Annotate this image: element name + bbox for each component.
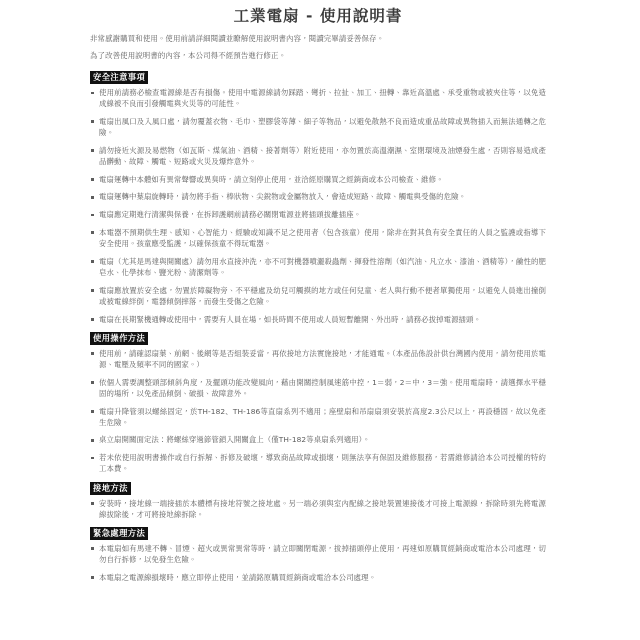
list-item: 若未依使用說明書操作或自行拆解、拆修及破壞，導致商品故障或損壞，則無法享有保固及維修服務，若需維修請洽本公司授權的特約工本費。	[90, 452, 546, 474]
section-safety-precautions	[90, 64, 546, 325]
section-grounding-method	[90, 475, 546, 520]
list-item: 使用前請務必檢查電源線是否有損傷。使用中電源線請勿踩踏、彎折、拉扯、加工、扭轉、靠近高溫處、承受重物或被夾住等，以免造成線被不良而引發觸電與火災等的可能性。	[90, 87, 546, 109]
list-item: 請勿接近火源及易燃物（如瓦斯、煤氣油、酒精、接著劑等）附近使用，亦勿置於高溫潮濕、室閉環境及油煙發生處，否則容易造成產品髒動、故障、觸電、短路或火災及爆炸意外。	[90, 145, 546, 167]
list-item: 電扇應放置於安全處，勿置於障礙物旁、不平穩處及幼兒可觸摸的地方或任何兒童、老人與行動不便者單獨使用，以避免人員進出撞倒或被電線絆倒，電器傾倒摔落，而發生受傷之危險。	[90, 285, 546, 307]
section-heading-grounding-method: 接地方法	[90, 482, 131, 495]
intro-paragraph-1: 非常感謝購買和使用。使用前請詳細閱讀並瞭解使用說明書內容，閱讀完畢請妥善保存。	[90, 34, 385, 43]
document-content	[90, 6, 546, 583]
list-item: 電扇在長期緊機通轉或使用中，需要有人員在場，如長時間不使用或人員短暫離開、外出時，請務必拔掉電源插頭。	[90, 314, 546, 325]
bullet-list-grounding-method	[90, 498, 546, 520]
section-heading-safety-precautions: 安全注意事項	[90, 71, 148, 84]
bullet-list-safety-precautions	[90, 87, 546, 325]
list-item: 安裝時，接地線一端接插於本體標有接地符號之接地處。另一端必須與室內配線之接地裝置連接後才可接上電源線，拆除時須先將電源線拔除後，才可將接地線拆除。	[90, 498, 546, 520]
intro-paragraph-2: 為了改善使用說明書的內容，本公司得不經預告進行修正。	[90, 51, 287, 60]
list-item: 依個人需要調整頭部傾斜角度，及擺頭功能改變風向，藉由開關控制風速筋中控，1＝弱，2＝中，3＝強。使用電扇時，請選擇水平穩固的場所，以免產品傾倒、破損、故障意外。	[90, 377, 546, 399]
list-item: 本電扇之電源線損壞時，應立即停止使用，並請銘原購買經銷商或電洽本公司處理。	[90, 572, 546, 583]
bullet-list-operating-method	[90, 348, 546, 475]
list-item: 電扇運轉中葉扇旋轉時，請勿將手指、棒狀物、尖銳物或金屬物放入，會造成短路、故障、觸電與受傷的危險。	[90, 191, 546, 202]
bullet-list-emergency-handling	[90, 543, 546, 583]
page-title: 工業電扇 - 使用說明書	[233, 7, 403, 25]
list-item: 本電器不預期供生理、感知、心智能力、經驗或知識不足之使用者（包含孩童）使用，除非在對其負有安全責任的人員之監護或指導下安全使用。孩童應受監護，以確保孩童不得玩電器。	[90, 227, 546, 249]
list-item: 電扇升降管須以螺絲固定，於TH-182、TH-186等直扇系列不適用；座壁扇和吊扇扇須安裝於高度2.3公尺以上，再設穩固，故以免產生危險。	[90, 406, 546, 428]
list-item: 電扇運轉中本體如有異常聲響或異臭時，請立刻停止使用，並洽經原購買之經銷商或本公司檢查、維修。	[90, 174, 546, 185]
section-heading-operating-method: 使用操作方法	[90, 332, 148, 345]
section-heading-emergency-handling: 緊急處理方法	[90, 527, 148, 540]
list-item: 本電扇如有馬達不轉、冒煙、超火或異常異常等時，請立即關閉電源，拔掉插頭停止使用，再速如原購買經銷商或電洽本公司處理，切勿自行拆修，以免發生危險。	[90, 543, 546, 565]
list-item: 使用前，請確認扇葉、前網、後網等是否組裝妥當，再依接地方法實施接地，才能通電。（本產品係設計供台灣國內使用，請勿使用於電源、電壓及頻率不同的國家。）	[90, 348, 546, 370]
list-item: 電扇（尤其是馬達與開關處）請勿用水直接沖洗，亦不可對機器噴灑殺蟲劑、揮發性溶劑（如汽油、凡立水、漆油、酒精等），鹼性的肥皂水、化學抹布、鹽光粉、清潔劑等。	[90, 256, 546, 278]
list-item: 電扇應定期進行清潔與保養，在拆卸護網前請務必關閉電源並將插頭拔離插座。	[90, 209, 546, 220]
list-item: 桌立扇開關面定法：將螺絲穿過節管鎖入開關盒上（僅TH-182等桌扇系列適用）。	[90, 434, 546, 445]
section-emergency-handling	[90, 520, 546, 583]
section-operating-method	[90, 325, 546, 475]
list-item: 電扇出風口及入風口處，請勿覆蓋衣物、毛巾、塑膠袋等薄、細子等物品，以避免散熱不良而造成重品故障或異物插入而無法通轉之危險。	[90, 116, 546, 138]
